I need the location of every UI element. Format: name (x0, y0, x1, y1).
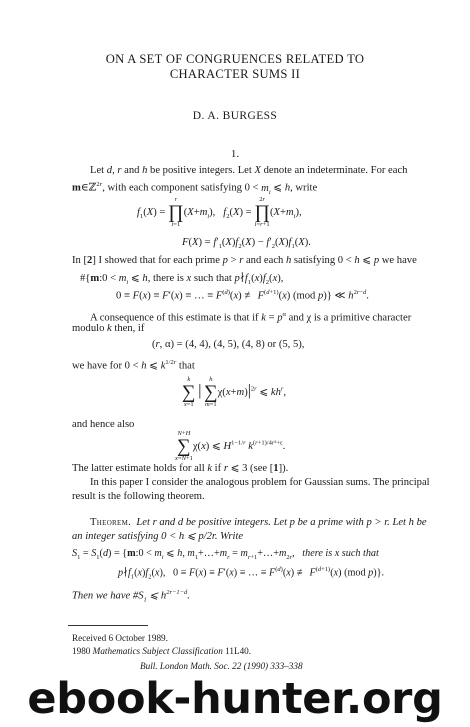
equation-character-sum: k ∑ x=1 | h ∑ m=1 $\chi(x+m)|^{2r}$ ⩽ $kh^r$, (182, 376, 287, 408)
watermark: ebook-hunter.org (27, 674, 443, 724)
paper-title (0, 52, 470, 82)
title-line-1: ON A SET OF CONGRUENCES RELATED TO (105, 52, 365, 66)
footnote-rule (68, 625, 148, 626)
equation-F: $F(X) = f'_1(X)f_2(X) - f'_2(X)f_1(X)$. (182, 237, 311, 251)
theorem-label: Theorem. (90, 517, 132, 528)
theorem-line-1: Theorem. Let r and d be positive integers. Let p be a prime with p > r. Let h be (90, 517, 427, 528)
equation-f1-f2: $f_1(X)$ = r ∏ i=1 $(X+m_i)$, $f_2(X)$ = 2r ∏ i=r+1 $(X+m_i)$, (137, 196, 302, 228)
paragraph-4: we have for 0 < h ⩽ $k^{1/2r}$ that (72, 359, 195, 372)
msc-label: Mathematics Subject Classification (92, 646, 223, 656)
msc-code: 11L40. (225, 646, 252, 656)
paragraph-6-line-2: In this paper I consider the analogous problem for Gaussian sums. The principal (90, 477, 430, 488)
paragraph-3-line-1: A consequence of this estimate is that if $k = p^\alpha$ and χ is a primitive character (90, 311, 412, 324)
received-date: Received 6 October 1989. (72, 633, 168, 643)
title-line-2: CHARACTER SUMS II (169, 67, 301, 81)
paragraph-5: and hence also (72, 419, 135, 430)
theorem-line-2: an integer satisfying 0 < h ⩽ p/2r. Write (72, 531, 244, 542)
paragraph-3-line-2: modulo k then, if (72, 323, 145, 334)
equation-count-line-1: #{m:0 < $m_i$ ⩽ h, there is x such that $p∤f_1(x)f_2(x)$, (80, 273, 284, 287)
journal-reference: Bull. London Math. Soc. 22 (1990) 333–338 (140, 661, 303, 671)
equation-S1-line-2: $p∤f_1(x)f_2(x)$, 0 ≡ F(x) ≡ F′(x) ≡ … ≡ $F^{(d)}(x)$ ≢ $F^{(d+1)}(x)$ (mod p)}. (118, 566, 385, 581)
equation-r-alpha: (r, α) = (4, 4), (4, 5), (4, 8) or (5, 5), (152, 339, 305, 350)
equation-count-line-2: 0 ≡ F(x) ≡ F′(x) ≡ … ≡ $F^{(d)}(x)$ ≢ $F^{(d+1)}(x)$ (mod p)} ≪ $h^{2r-d}$. (116, 289, 369, 302)
section-number: 1. (230, 148, 240, 160)
paragraph-1-line-1: Let d, r and h be positive integers. Let X denote an indeterminate. For each (90, 165, 408, 176)
paragraph-1-line-2: m∈ℤ$^{2r}$, with each component satisfying $0 < m_i$ ⩽ h, write (72, 181, 318, 196)
equation-S1-line-1: $S_1 = S_1(d)$ = {m:0 < $m_i$ ⩽ h, $m_1+\dots+m_r$ = $m_{r+1}+\dots+m_{2r}$, there is x such that (72, 548, 379, 562)
author: D. A. BURGESS (192, 110, 278, 122)
paragraph-2: In [2] I showed that for each prime p > r and each h satisfying 0 < h ⩽ p we have (72, 255, 417, 266)
equation-character-sum-2: N+H ∑ x=N+1 χ(x) ⩽ $H^{1-1/r}$ $k^{(r+1)/4r^2+\varepsilon}$. (175, 430, 286, 462)
msc-classification (72, 646, 251, 656)
msc-year: 1980 (72, 646, 91, 656)
paragraph-6-line-1: The latter estimate holds for all k if r ⩽ 3 (see [1]). (72, 463, 289, 474)
paragraph-6-line-3: result is the following theorem. (72, 491, 205, 502)
theorem-conclusion: Then we have $\#S_1$ ⩽ $h^{2r-1-d}$. (72, 589, 190, 604)
